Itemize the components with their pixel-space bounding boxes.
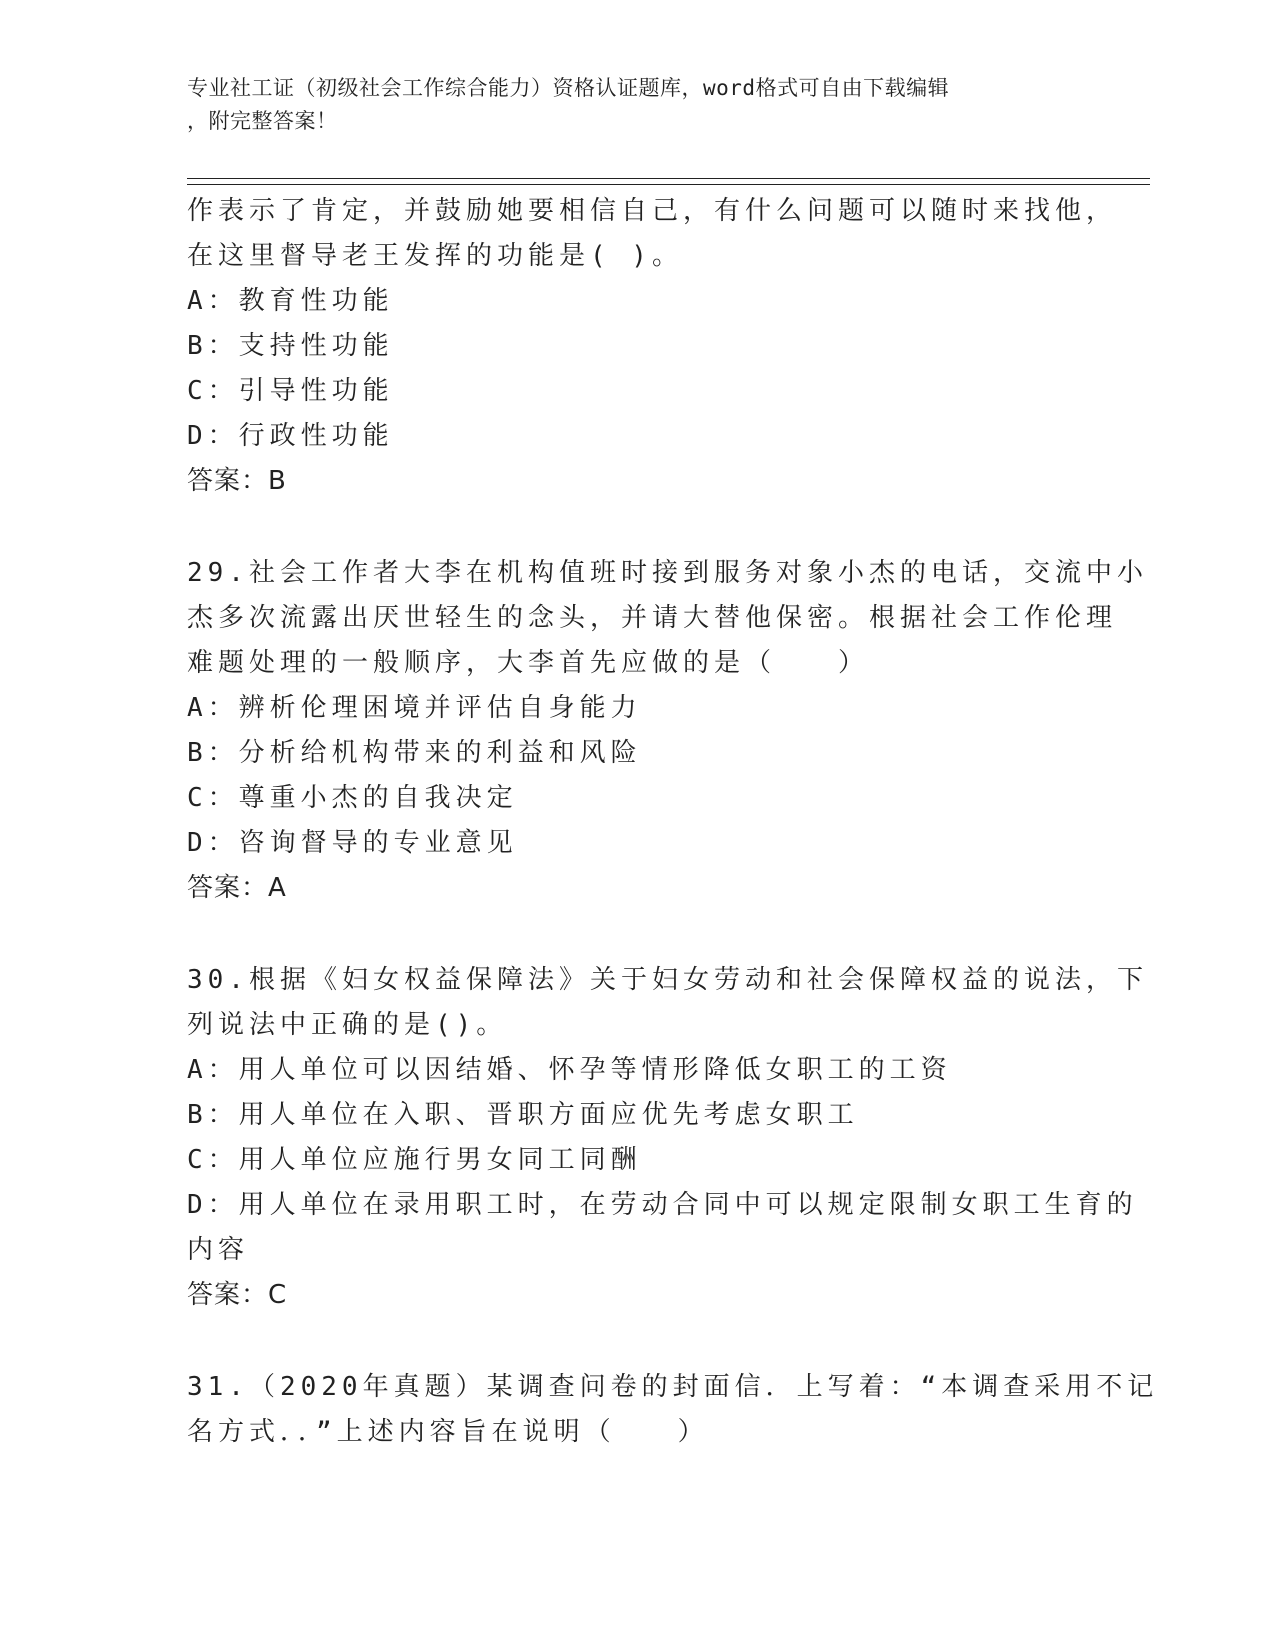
answer-line: 答案：A [187,873,287,903]
question-stem-line: 29.社会工作者大李在机构值班时接到服务对象小杰的电话，交流中小 [187,558,1148,588]
answer-line: 答案：C [187,1280,288,1310]
question-29 [187,551,1148,911]
option-d: D：用人单位在录用职工时，在劳动合同中可以规定限制女职工生育的 [187,1190,1138,1220]
option-b: B：用人单位在入职、晋职方面应优先考虑女职工 [187,1100,859,1130]
header-divider-top [187,178,1150,179]
option-a: A：教育性功能 [187,286,394,316]
option-d-continued: 内容 [187,1235,250,1265]
question-stem-line: 名方式．．”上述内容旨在说明（ ） [187,1417,709,1447]
option-b: B：分析给机构带来的利益和风险 [187,738,642,768]
question-stem-line: 列说法中正确的是()。 [187,1010,508,1040]
header-title-line-1: 专业社工证（初级社会工作综合能力）资格认证题库，word格式可自由下载编辑 [187,76,950,100]
option-c: C：用人单位应施行男女同工同酬 [187,1145,642,1175]
question-stem-line: 30.根据《妇女权益保障法》关于妇女劳动和社会保障权益的说法，下 [187,965,1148,995]
question-stem-line: 难题处理的一般顺序，大李首先应做的是（ ） [187,648,870,678]
question-31 [187,1365,1159,1455]
option-a: A：用人单位可以因结婚、怀孕等情形降低女职工的工资 [187,1055,952,1085]
option-a: A：辨析伦理困境并评估自身能力 [187,693,642,723]
option-c: C：引导性功能 [187,376,394,406]
question-list [187,189,1159,1455]
question-stem-line: 31.（2020年真题）某调查问卷的封面信．上写着：“本调查采用不记 [187,1372,1159,1402]
header-title-line-2: ，附完整答案！ [187,109,338,133]
option-d: D：咨询督导的专业意见 [187,828,518,858]
question-stem-line: 杰多次流露出厌世轻生的念头，并请大替他保密。根据社会工作伦理 [187,603,1118,633]
answer-line: 答案：B [187,466,287,496]
question-stem-line: 在这里督导老王发挥的功能是( )。 [187,241,683,271]
option-c: C：尊重小杰的自我决定 [187,783,518,813]
option-d: D：行政性功能 [187,421,394,451]
question-stem-line: 作表示了肯定，并鼓励她要相信自己，有什么问题可以随时来找他， [187,196,1118,226]
header-divider-bottom [187,184,1150,185]
document-header [187,72,1067,138]
option-b: B：支持性功能 [187,331,394,361]
question-28 [187,189,1118,504]
question-30 [187,958,1148,1318]
